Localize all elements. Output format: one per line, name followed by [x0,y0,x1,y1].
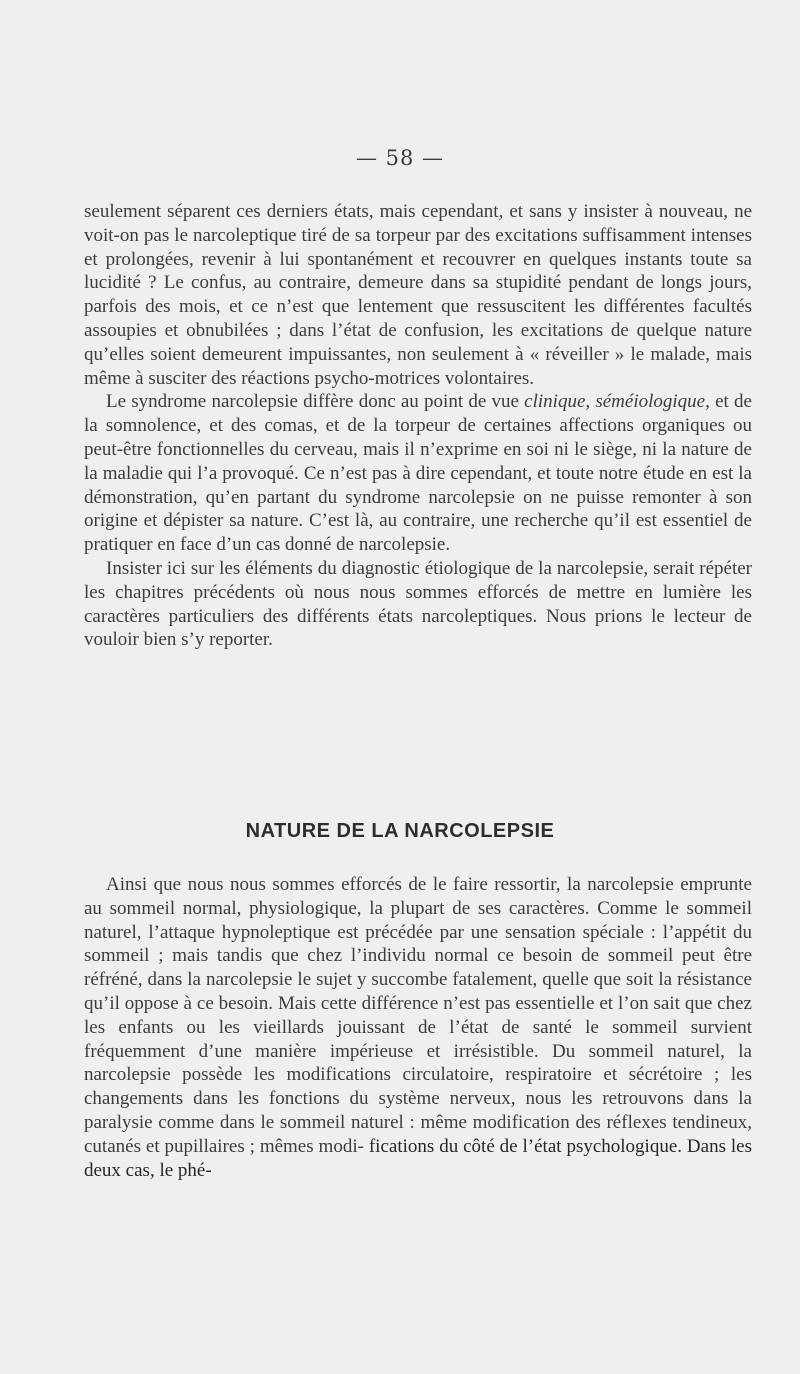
text-section-nature [84,873,752,1182]
text-section-diagnosis [84,200,752,652]
italic-term: clinique, séméiologique, [524,391,710,413]
paragraph-clinical-difference [84,390,752,557]
paragraph-last-line: fications du côté de l’état psychologique. Dans les deux cas, le phé- [84,1135,752,1181]
section-heading: NATURE DE LA NARCOLEPSIE [245,820,555,842]
page-number: — 58 — [355,146,445,170]
paragraph-etiology: Insister ici sur les éléments du diagnostic étiologique de la narcolepsie, serait répéter les chapitres précédents où nous nous sommes efforcés de mettre en lumière les caractères particuliers des différents états narcoleptiques. Nous prions le lecteur de vouloir bien s’y reporter. [84,557,752,651]
paragraph-text: Le syndrome narcolepsie diffère donc au point de vue [106,391,525,413]
paragraph-nature-narcolepsy [84,873,752,1182]
paragraph-confusion-comparison: seulement séparent ces derniers états, mais cependant, et sans y insister à nouveau, ne voit-on pas le narcoleptique tiré de sa torpeur par des excitations suffisamment intenses et prolongées, revenir à lui spontanément et recouvrer en quelques instants toute sa lucidité ? Le confus, au contraire, demeure dans sa stupidité pendant de longs jours, parfois des mois, et ce n’est que lentement que ressuscitent les différentes facultés assoupies et obnubilées ; dans l’état de confusion, les excitations de quelque nature qu’elles soient demeurent impuissantes, non seulement à « réveiller » le malade, mais même à susciter des réactions psycho-motrices volontaires. [84,201,752,389]
paragraph-text: et de la somnolence, et des comas, et de la torpeur de certaines affections organiques ou peut-être fonctionnelles du cerveau, mais il n’exprime en soi ni le siège, ni la nature de la maladie qui l’a provoqué. Ce n’est pas à dire cependant, et toute notre étude en est la démonstration, qu’en partant du syndrome narcolepsie on ne puisse remonter à son origine et dépister sa nature. C’est là, au contraire, une recherche qu’il est essentiel de pratiquer en face d’un cas donné de narcolepsie. [84,391,752,556]
paragraph-text: Ainsi que nous nous sommes efforcés de le faire ressortir, la narcolepsie emprunte au sommeil normal, physiologique, la plupart de ses caractères. Comme le sommeil naturel, l’attaque hypnoleptique est précédée par une sensation spéciale : l’appétit du sommeil ; mais tandis que chez l’individu normal ce besoin de sommeil peut être réfréné, dans la narcolepsie le sujet y succombe fatalement, quelle que soit la résistance qu’il oppose à ce besoin. Mais cette différence n’est pas essentielle et l’on sait que chez les enfants ou les vieillards jouissant de l’état de santé le sommeil survient fréquemment d’une manière impérieuse et irrésistible. Du sommeil naturel, la narcolepsie possède les modifications circulatoire, respiratoire et sécrétoire ; les changements dans les fonctions du système nerveux, nous les retrouvons dans la paralysie comme dans le sommeil naturel : même modification des réflexes tendineux, cutanés et pupillaires ; mêmes modi- [84,874,752,1157]
